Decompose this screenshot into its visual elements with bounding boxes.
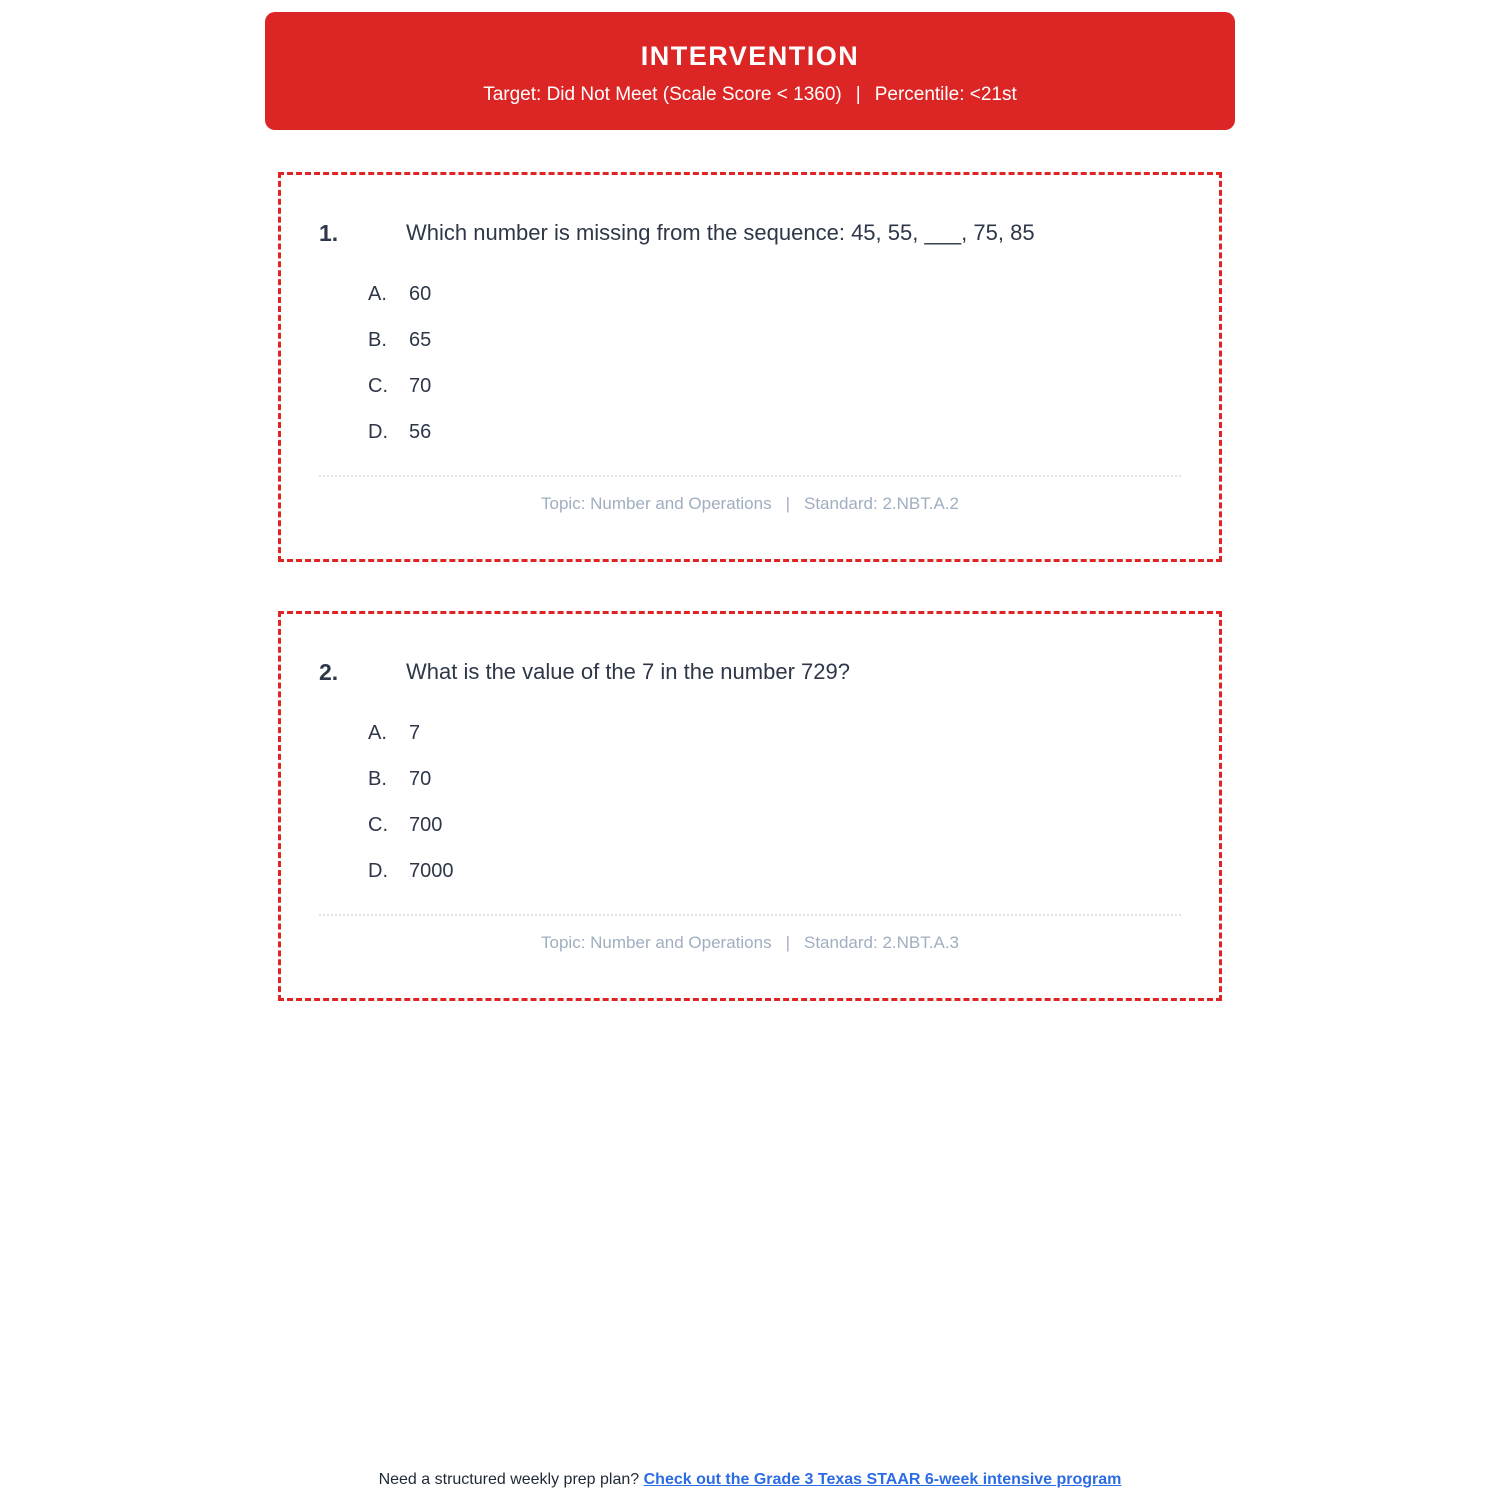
banner-subtitle — [285, 82, 1215, 108]
question-text: Which number is missing from the sequence: 45, 55, ___, 75, 85 — [406, 220, 1035, 245]
option-a — [368, 271, 1181, 317]
question-number: 1. — [319, 220, 339, 246]
question-number: 2. — [319, 659, 339, 685]
banner-percentile-text: Percentile: <21st — [874, 84, 1017, 105]
option-value: 70 — [409, 767, 432, 790]
question-divider — [319, 475, 1181, 477]
question-meta — [319, 930, 1181, 956]
topic-text: Topic: Number and Operations — [541, 933, 772, 952]
option-a — [368, 710, 1181, 756]
option-value: 65 — [409, 328, 432, 351]
intervention-banner — [265, 12, 1235, 130]
standard-text: Standard: 2.NBT.A.2 — [804, 494, 959, 513]
option-value: 7000 — [409, 859, 454, 882]
option-b — [368, 317, 1181, 363]
option-label: A. — [368, 721, 387, 744]
options-list — [368, 271, 1181, 455]
option-value: 56 — [409, 420, 432, 443]
option-label: B. — [368, 767, 387, 790]
question-row — [319, 219, 1181, 247]
banner-title: INTERVENTION — [640, 41, 860, 71]
option-c — [368, 802, 1181, 848]
option-label: C. — [368, 374, 388, 397]
option-d — [368, 848, 1181, 894]
option-value: 700 — [409, 813, 443, 836]
topic-text: Topic: Number and Operations — [541, 494, 772, 513]
option-label: D. — [368, 859, 388, 882]
page-footer — [0, 1467, 1500, 1493]
question-card-1 — [278, 172, 1222, 562]
meta-separator: | — [785, 933, 790, 952]
option-b — [368, 756, 1181, 802]
option-label: C. — [368, 813, 388, 836]
meta-separator: | — [785, 494, 790, 513]
option-value: 60 — [409, 282, 432, 305]
option-value: 7 — [409, 721, 421, 744]
option-d — [368, 409, 1181, 455]
options-list — [368, 710, 1181, 894]
question-text: What is the value of the 7 in the number 729? — [406, 659, 850, 684]
question-card-2 — [278, 611, 1222, 1001]
option-value: 70 — [409, 374, 432, 397]
option-label: B. — [368, 328, 387, 351]
prep-program-link[interactable]: Check out the Grade 3 Texas STAAR 6-week intensive program — [643, 1471, 1122, 1488]
question-row — [319, 658, 1181, 686]
option-label: A. — [368, 282, 387, 305]
option-c — [368, 363, 1181, 409]
question-meta — [319, 491, 1181, 517]
footer-prompt-text: Need a structured weekly prep plan? — [378, 1471, 644, 1488]
banner-target-text: Target: Did Not Meet (Scale Score < 1360) — [483, 84, 842, 105]
standard-text: Standard: 2.NBT.A.3 — [804, 933, 959, 952]
banner-separator: | — [855, 84, 861, 105]
question-divider — [319, 914, 1181, 916]
option-label: D. — [368, 420, 388, 443]
